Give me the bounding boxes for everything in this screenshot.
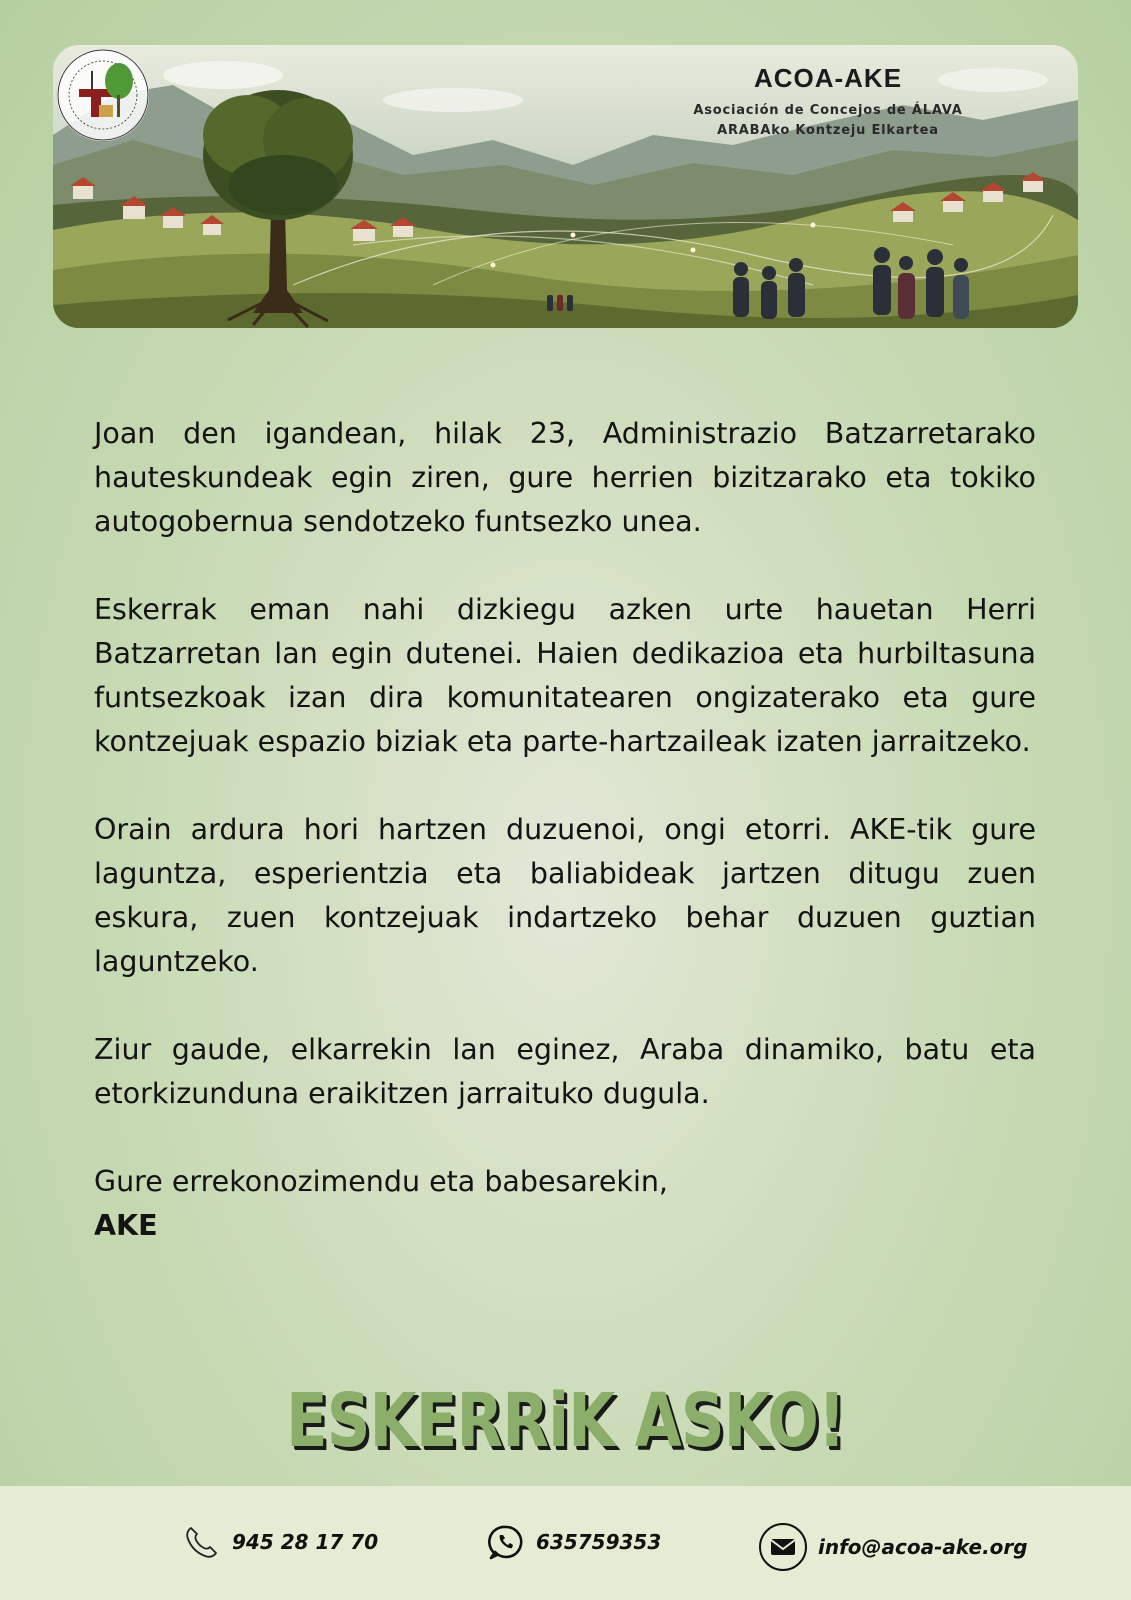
- mail-icon: [758, 1522, 808, 1572]
- closing-text: Gure errekonozimendu eta babesarekin,: [94, 1165, 668, 1198]
- thanks-heading: ESKERRiK ASKO!: [286, 1378, 845, 1464]
- acoa-ake-logo-seal: [53, 45, 153, 145]
- phone-contact[interactable]: [182, 1522, 378, 1562]
- org-name-spanish: Asociación de Concejos de ÁLAVA: [693, 103, 963, 118]
- paragraph: Orain ardura hori hartzen duzuenoi, ongi etorri. AKE-tik gure laguntza, esperientzia eta baliabideak jartzen ditugu zuen eskura, zuen kontzejuak indartzeko behar duzuen guztian laguntzeko.: [94, 813, 1036, 978]
- contact-footer: [0, 1486, 1131, 1600]
- header-banner: [53, 45, 1078, 328]
- email-address[interactable]: info@acoa-ake.org: [818, 1535, 1028, 1559]
- org-short-name: ACOA-AKE: [753, 63, 903, 93]
- whatsapp-icon: [486, 1522, 526, 1562]
- paragraph: Joan den igandean, hilak 23, Administrazio Batzarretarako hauteskundeak egin ziren, gure herrien bizitzarako eta tokiko autogobernua sendotzeko funtsezko unea.: [94, 417, 1036, 538]
- whatsapp-number[interactable]: 635759353: [536, 1530, 662, 1554]
- signature: AKE: [94, 1209, 158, 1242]
- org-name-basque: ARABAko Kontzeju Elkartea: [717, 123, 939, 138]
- paragraph: Eskerrak eman nahi dizkiegu azken urte hauetan Herri Batzarretan lan egin dutenei. Haien dedikazioa eta hurbiltasuna funtsezkoak izan dira komunitatearen ongizaterako eta gure kontzejuak espazio biziak eta parte-hartzaileak izaten jarraitzeko.: [94, 593, 1036, 758]
- phone-number[interactable]: 945 28 17 70: [232, 1530, 379, 1554]
- email-contact[interactable]: [758, 1522, 1028, 1572]
- phone-icon: [182, 1522, 222, 1562]
- closing-line: [94, 1160, 1036, 1248]
- whatsapp-contact[interactable]: [486, 1522, 661, 1562]
- paragraph: Ziur gaude, elkarrekin lan eginez, Araba dinamiko, batu eta etorkizunduna eraikitzen jarraituko dugula.: [94, 1033, 1036, 1110]
- letter-body: [94, 412, 1036, 1248]
